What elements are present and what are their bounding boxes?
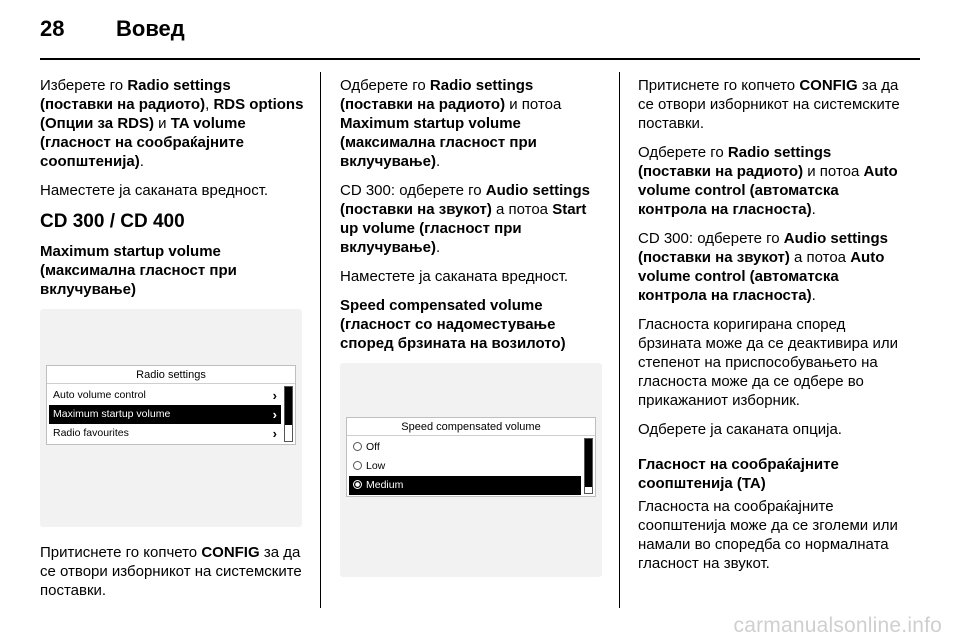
screen-panel — [46, 365, 296, 445]
column-1 — [40, 76, 305, 610]
header-rule — [40, 58, 920, 60]
sub-heading: Speed compensated volume (гласност со надоместување според брзината на возилото) — [340, 297, 566, 352]
paragraph: Притиснете го копчето CONFIG за да се отвори изборникот на системските поставки. — [40, 544, 302, 599]
screen-option-list — [349, 438, 581, 495]
page-title: Вовед — [116, 16, 185, 41]
menu-item-auto-volume-control: Auto volume control › — [53, 388, 277, 403]
radio-button-icon — [353, 461, 362, 470]
page-header — [40, 14, 920, 54]
screen-title: Radio settings — [47, 366, 295, 384]
option-low: Low — [349, 457, 581, 476]
paragraph: Изберете го Radio settings (поставки на радиото), RDS options (Опции за RDS) и TA volume (гласност на сообраќајните соопштенија). — [40, 77, 304, 170]
paragraph: CD 300: одберете го Audio settings (поставки на звукот) а потоа Auto volume control (автоматска контрола на гласноста). — [638, 230, 888, 304]
column-divider — [619, 72, 620, 608]
scroll-thumb — [585, 439, 592, 487]
page-number: 28 — [40, 16, 65, 41]
speed-compensated-volume-screen-figure — [340, 363, 602, 577]
screen-scrollbar — [584, 438, 593, 494]
radio-button-icon — [353, 442, 362, 451]
paragraph: Гласноста на сообраќајните соопштенија може да се зголеми или намали во споредба со нормалната гласност на звукот. — [638, 498, 898, 572]
chevron-right-icon: › — [272, 388, 277, 403]
paragraph: Притиснете го копчето CONFIG за да се отвори изборникот на системските поставки. — [638, 77, 900, 132]
menu-item-radio-favourites: Radio favourites › — [53, 426, 277, 441]
paragraph: Одберете го Radio settings (поставки на радиото) и потоа Maximum startup volume (максимална гласност при вклучување). — [340, 77, 562, 170]
radio-settings-screen-figure — [40, 309, 302, 527]
screen-panel — [346, 417, 596, 497]
paragraph: Одберете ја саканата опција. — [638, 421, 842, 438]
watermark: carmanualsonline.info — [733, 614, 942, 637]
chevron-right-icon: › — [272, 426, 277, 441]
paragraph: CD 300: одберете го Audio settings (поставки на звукот) а потоа Start up volume (гласност при вклучување). — [340, 182, 590, 256]
option-medium: Medium — [349, 476, 581, 495]
paragraph: Наместете ја саканата вредност. — [40, 182, 269, 199]
column-2 — [340, 76, 605, 593]
sub-heading: Гласност на сообраќајните соопштенија (TA) — [638, 456, 839, 492]
section-heading: CD 300 / CD 400 — [40, 211, 185, 232]
option-off: Off — [349, 438, 581, 457]
screen-scrollbar — [284, 386, 293, 442]
paragraph: Гласноста коригирана според брзината може да се деактивира или степенот на приспособувањето на гласноста може да се одбере во прикажаниот изборник. — [638, 316, 898, 409]
paragraph: Одберете го Radio settings (поставки на радиото) и потоа Auto volume control (автоматска контрола на гласноста). — [638, 144, 898, 218]
column-divider — [320, 72, 321, 608]
paragraph: Наместете ја саканата вредност. — [340, 268, 569, 285]
sub-heading: Maximum startup volume (максимална гласност при вклучување) — [40, 243, 237, 298]
screen-title: Speed compensated volume — [347, 418, 595, 436]
radio-button-selected-icon — [353, 480, 362, 489]
chevron-right-icon: › — [272, 407, 277, 422]
screen-menu-list — [49, 386, 281, 443]
scroll-thumb — [285, 387, 292, 425]
menu-item-maximum-startup-volume: Maximum startup volume › — [49, 405, 281, 424]
column-3 — [638, 76, 903, 583]
